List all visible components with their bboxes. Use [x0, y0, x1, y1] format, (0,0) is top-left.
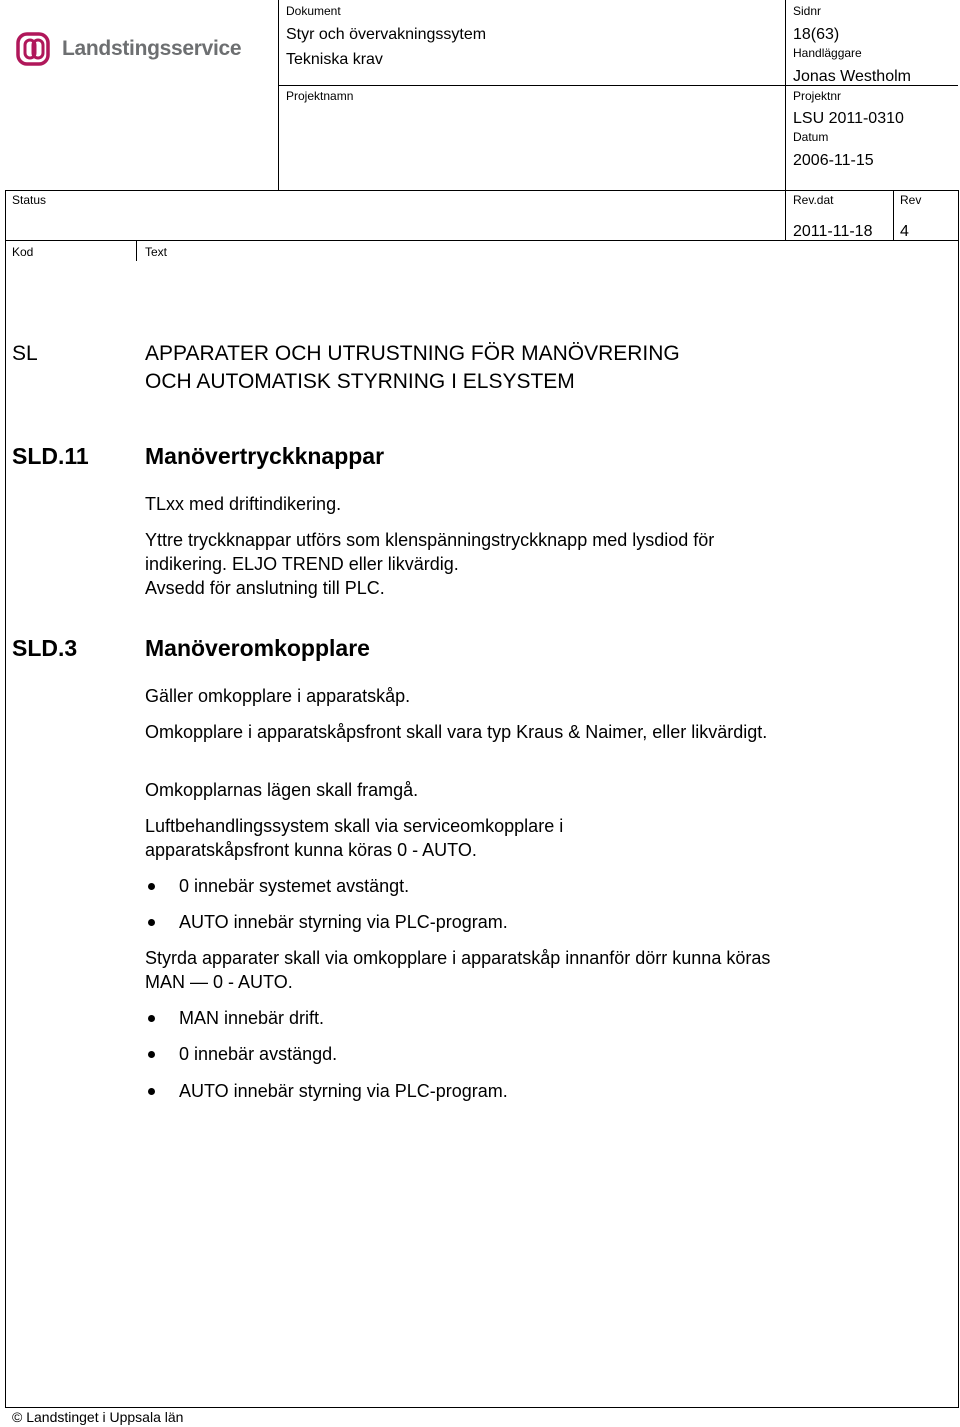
section-code-sld3: SLD.3 — [12, 635, 78, 661]
dokument-line2: Tekniska krav — [286, 51, 383, 68]
section-title-sld3: Manöveromkopplare — [145, 635, 370, 661]
revdat-value: 2011-11-18 — [793, 223, 873, 240]
section-title-sl-line1: APPARATER OCH UTRUSTNING FÖR MANÖVRERING — [145, 342, 680, 365]
revdat-label: Rev.dat — [793, 193, 834, 207]
handlaggare-value: Jonas Westholm — [793, 68, 911, 85]
datum-label: Datum — [793, 130, 829, 144]
status-label: Status — [12, 193, 47, 207]
landstingsservice-logo — [16, 30, 242, 70]
page-frame-right — [958, 190, 959, 1408]
rev-value: 4 — [900, 223, 909, 240]
projektnamn-label: Projektnamn — [286, 89, 354, 103]
bullet-icon — [148, 1015, 155, 1022]
sld11-paragraph-1: TLxx med driftindikering. — [145, 494, 342, 514]
header-vline-rev — [893, 190, 894, 240]
section-code-sld11: SLD.11 — [12, 443, 89, 469]
bullet-icon — [148, 1088, 155, 1095]
text-label: Text — [145, 245, 168, 259]
logo-wordmark: Landstingsservice — [62, 37, 242, 60]
sld3-paragraph-3: Omkopplarnas lägen skall framgå. — [145, 780, 419, 800]
sld3-paragraph-5: Styrda apparater skall via omkopplare i apparatskåp innanför dörr kunna köras MAN — 0 - AUTO. — [145, 948, 771, 992]
header-vline-right — [785, 0, 786, 240]
projektnr-value: LSU 2011-0310 — [793, 110, 904, 127]
header-vline-kod — [136, 241, 137, 261]
datum-value: 2006-11-15 — [793, 152, 874, 169]
sidnr-value: 18(63) — [793, 26, 840, 43]
sld11-paragraph-2: Yttre tryckknappar utförs som klenspänningstryckknapp med lysdiod för indikering. ELJO TREND eller likvärdig. — [145, 530, 715, 574]
list-item-text: AUTO innebär styrning via PLC-program. — [179, 1081, 508, 1101]
sld3-paragraph-2: Omkopplare i apparatskåpsfront skall vara typ Kraus & Naimer, eller likvärdigt. — [145, 722, 768, 742]
list-item-text: 0 innebär avstängd. — [179, 1044, 338, 1064]
landstingsservice-logo-icon — [16, 30, 54, 68]
handlaggare-label: Handläggare — [793, 46, 862, 60]
list-item-text: 0 innebär systemet avstängt. — [179, 876, 410, 896]
rev-label: Rev — [900, 193, 922, 207]
bullet-icon — [148, 919, 155, 926]
sld3-paragraph-1: Gäller omkopplare i apparatskåp. — [145, 686, 411, 706]
bullet-icon — [148, 883, 155, 890]
header-vline-left — [278, 0, 279, 190]
bullet-icon — [148, 1051, 155, 1058]
page-frame-left — [5, 190, 6, 1408]
section-title-sl-line2: OCH AUTOMATISK STYRNING I ELSYSTEM — [145, 370, 575, 393]
dokument-line1: Styr och övervakningssytem — [286, 26, 487, 43]
section-code-sl: SL — [12, 342, 38, 365]
header-divider-status — [5, 190, 958, 191]
projektnr-label: Projektnr — [793, 89, 842, 103]
sld11-paragraph-3: Avsedd för anslutning till PLC. — [145, 578, 385, 598]
section-title-sld11: Manövertryckknappar — [145, 443, 385, 469]
list-item-text: MAN innebär drift. — [179, 1008, 325, 1028]
footer-copyright: © Landstinget i Uppsala län — [12, 1409, 184, 1425]
list-item-text: AUTO innebär styrning via PLC-program. — [179, 912, 508, 932]
sidnr-label: Sidnr — [793, 4, 822, 18]
kod-label: Kod — [12, 245, 34, 259]
dokument-label: Dokument — [286, 4, 341, 18]
sld3-paragraph-4: Luftbehandlingssystem skall via serviceomkopplare i apparatskåpsfront kunna köras 0 - AUTO. — [145, 816, 564, 860]
